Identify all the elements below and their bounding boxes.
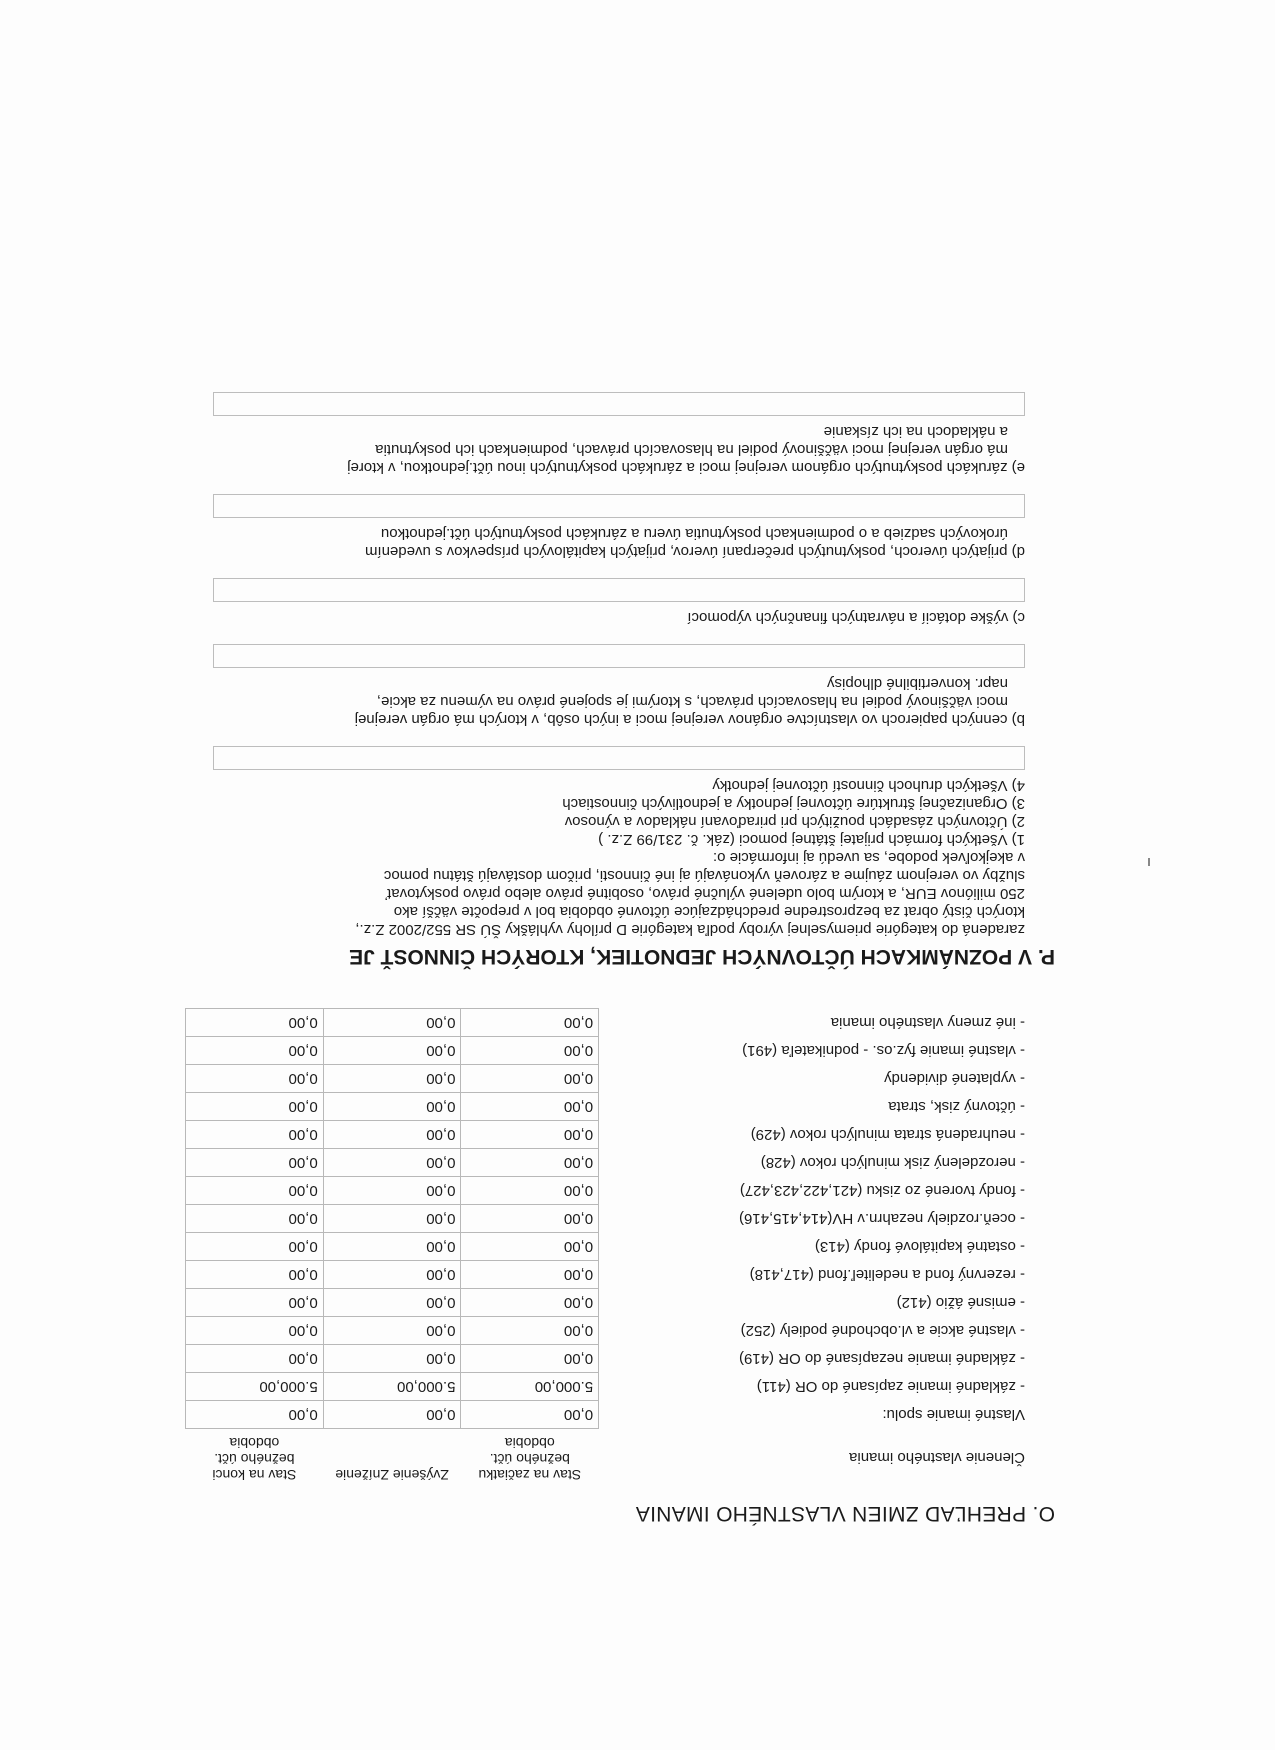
value-end[interactable]: 0,00 [186,1093,324,1121]
note-item [185,578,1025,626]
value-change[interactable]: 0,00 [323,1345,461,1373]
value-start[interactable]: 0,00 [461,1065,599,1093]
value-start[interactable]: 0,00 [461,1401,599,1429]
value-start[interactable]: 0,00 [461,1289,599,1317]
note-item [185,392,1025,476]
value-change[interactable]: 0,00 [323,1401,461,1429]
row-label: - iné zmeny vlastného imania [830,1014,1025,1031]
table-header-row [186,1429,1056,1484]
table-row [186,1093,1056,1121]
value-end[interactable]: 0,00 [186,1345,324,1373]
table-row [186,1177,1056,1205]
table-row [186,1289,1056,1317]
intro-line: služby vo verejnom záujme a zároveň vykonávajú aj iné činnosti, pričom dostávajú štátnu pomoc [383,867,1025,884]
row-label: - vyplatené dividendy [884,1070,1025,1087]
page-content [185,374,1055,1525]
item-text-line: má orgán verejnej moci väčšinový podiel na hlasovacích právach, podmienkach ich poskytnutia [375,441,1008,458]
value-change[interactable]: 0,00 [323,1317,461,1345]
intro-line: zaradená do kategórie priemyselnej výroby podľa kategórie D prílohy vyhlášky ŠÚ SR 552/2002 Z.z., [355,921,1025,938]
value-end[interactable]: 5.000,00 [186,1373,324,1401]
table-row [186,1149,1056,1177]
list-item: 2) Účtovných zásadách použitých pri priraďovaní nákladov a výnosov [564,813,1025,830]
row-label: - účtovný zisk, strata [888,1098,1025,1115]
value-end[interactable]: 0,00 [186,1205,324,1233]
section-p-intro [185,848,1025,938]
value-end[interactable]: 0,00 [186,1261,324,1289]
value-change[interactable]: 0,00 [323,1009,461,1037]
table-row [186,1317,1056,1345]
value-start[interactable]: 0,00 [461,1037,599,1065]
header-col-end: Stav na konci bežného účt. obdobia [212,1435,297,1483]
table-row [186,1065,1056,1093]
intro-line: 250 miliónov EUR, a ktorým bolo udelené výlučné právo, osobitné právo alebo právo poskytovať [385,885,1025,902]
row-label: - neuhradená strata minulých rokov (429) [750,1126,1025,1143]
answer-field[interactable] [213,392,1025,416]
value-end[interactable]: 0,00 [186,1037,324,1065]
section-p-items [185,392,1025,728]
row-label: - fondy tvorené zo zisku (421,422,423,427) [739,1182,1025,1199]
row-label: - oceň.rozdiely nezahrn.v HV(414,415,416) [739,1210,1025,1227]
value-change[interactable]: 0,00 [323,1261,461,1289]
row-label: Vlastné imanie spolu: [882,1406,1025,1423]
table-row [186,1121,1056,1149]
value-change[interactable]: 0,00 [323,1037,461,1065]
intro-line: v akejkoľvek podobe, sa uvedú aj informácie o: [712,849,1025,866]
value-start[interactable]: 0,00 [461,1345,599,1373]
value-change[interactable]: 0,00 [323,1289,461,1317]
note-item [185,644,1025,728]
value-start[interactable]: 0,00 [461,1205,599,1233]
list-item: 3) Organizačnej štruktúre účtovnej jednotky a jednotlivých činnostiach [562,795,1025,812]
value-start[interactable]: 0,00 [461,1233,599,1261]
item-text-line: d) prijatých úveroch, poskytnutých prečerpaní úverov, prijatých kapitálových príspevkov s uvedením [364,543,1025,560]
table-body [186,1009,1056,1429]
value-change[interactable]: 0,00 [323,1205,461,1233]
row-label: - základné imanie nezapísané do OR (419) [739,1350,1025,1367]
value-change[interactable]: 0,00 [323,1093,461,1121]
item-text-line: b) cenných papieroch vo vlastníctve orgánov verejnej moci a iných osôb, v ktorých má orgán verejnej [354,711,1025,728]
header-col-change: Zvýšenie Zníženie [335,1467,449,1483]
value-end[interactable]: 0,00 [186,1149,324,1177]
row-label: - vlastné imanie fyz.os. - podnikateľa (491) [742,1042,1025,1059]
value-start[interactable]: 0,00 [461,1121,599,1149]
item-text-line: a nákladoch na ich získanie [823,423,1008,440]
value-change[interactable]: 0,00 [323,1177,461,1205]
item-text-line: napr. konvertibilné dlhopisy [827,675,1008,692]
value-start[interactable]: 0,00 [461,1177,599,1205]
scan-speck [1148,858,1150,866]
value-change[interactable]: 0,00 [323,1233,461,1261]
value-end[interactable]: 0,00 [186,1233,324,1261]
section-p [185,392,1055,968]
value-start[interactable]: 0,00 [461,1093,599,1121]
row-label: - ostatné kapitálové fondy (413) [814,1238,1025,1255]
value-change[interactable]: 5.000,00 [323,1373,461,1401]
item-text-line: e) zárukách poskytnutých orgánom verejnej moci a zárukách poskytnutých inou účt.jednotkou, v ktorej [347,459,1025,476]
value-start[interactable]: 5.000,00 [461,1373,599,1401]
value-change[interactable]: 0,00 [323,1149,461,1177]
row-label: - základné imanie zapísané do OR (411) [756,1378,1025,1395]
table-row [186,1233,1056,1261]
value-change[interactable]: 0,00 [323,1065,461,1093]
equity-changes-table [185,1008,1055,1483]
value-end[interactable]: 0,00 [186,1009,324,1037]
section-o-title: O. PREHĽAD ZMIEN VLASTNÉHO IMANIA [635,1502,1055,1525]
value-start[interactable]: 0,00 [461,1009,599,1037]
value-start[interactable]: 0,00 [461,1149,599,1177]
value-end[interactable]: 0,00 [186,1401,324,1429]
header-col-start: Stav na začiatku bežného účt. obdobia [478,1435,582,1483]
table-row [186,1401,1056,1429]
value-end[interactable]: 0,00 [186,1121,324,1149]
answer-field-list[interactable] [213,746,1025,770]
answer-field[interactable] [213,578,1025,602]
table-row [186,1205,1056,1233]
answer-field[interactable] [213,644,1025,668]
value-change[interactable]: 0,00 [323,1121,461,1149]
row-label: - nerozdelený zisk minulých rokov (428) [760,1154,1025,1171]
item-text-line: moci väčšinový podiel na hlasovacích právach, s ktorými je spojené právo na výmenu za akcie, [376,693,1008,710]
value-end[interactable]: 0,00 [186,1317,324,1345]
row-label: - emisné ážio (412) [896,1294,1025,1311]
header-label: Členenie vlastného imania [849,1449,1025,1466]
intro-line: ktorých čistý obrat za bezprostredne predchádzajúce účtovné obdobia bol v prepočte väčší ako [393,903,1025,920]
table-row [186,1373,1056,1401]
table-row [186,1261,1056,1289]
answer-field[interactable] [213,494,1025,518]
list-item: 1) Všetkých formách prijatej štátnej pomoci (zák. č. 231/99 Z.z. ) [598,831,1025,848]
table-row [186,1009,1056,1037]
section-p-title: P. V POZNÁMKACH ÚČTOVNÝCH JEDNOTIEK, KTORÝCH ČINNOSŤ JE [349,945,1055,968]
value-end[interactable]: 0,00 [186,1289,324,1317]
item-text-line: úrokových sadzieb a o podmienkach poskytnutia úveru a zárukách poskytnutých účt.jednotkou [380,525,1008,542]
value-end[interactable]: 0,00 [186,1065,324,1093]
note-item [185,494,1025,560]
row-label: - vlastné akcie a vl.obchodné podiely (252) [740,1322,1025,1339]
table-row [186,1037,1056,1065]
value-end[interactable]: 0,00 [186,1177,324,1205]
value-start[interactable]: 0,00 [461,1317,599,1345]
table-row [186,1345,1056,1373]
list-item: 4) Všetkých druhoch činností účtovnej jednotky [712,777,1025,794]
value-start[interactable]: 0,00 [461,1261,599,1289]
section-p-list [185,776,1025,848]
row-label: - rezervný fond a nedeliteľ.fond (417,418) [749,1266,1025,1283]
item-text-line: c) výške dotácií a návratných finančných výpomocí [687,609,1025,626]
